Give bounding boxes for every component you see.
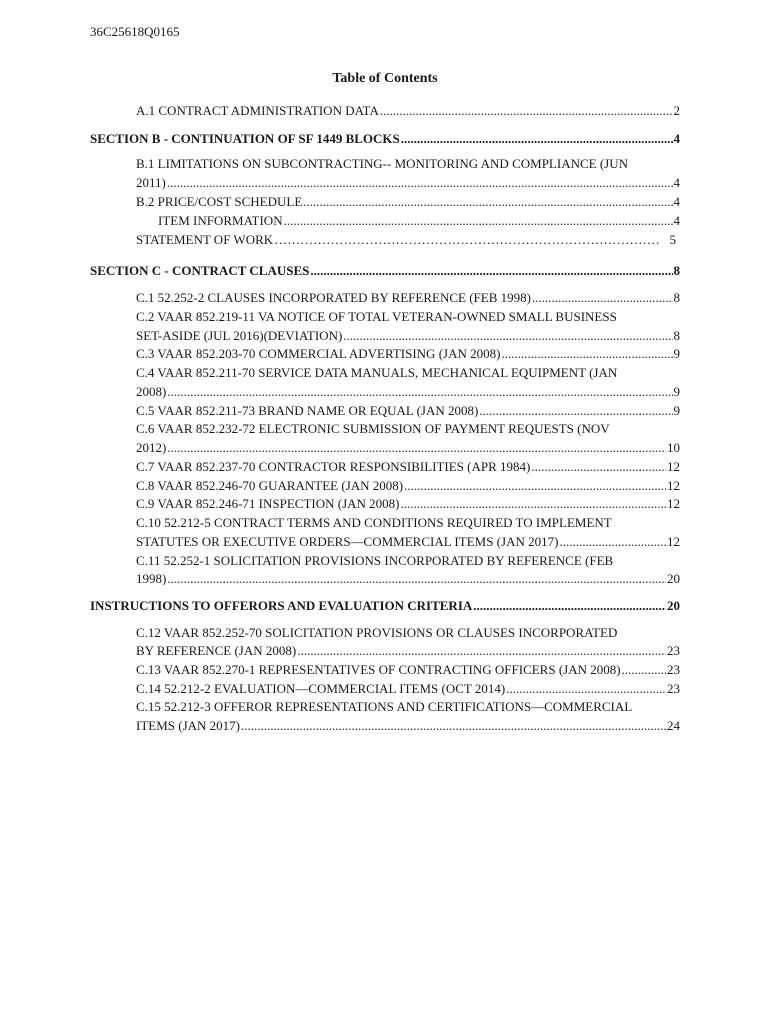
toc-entry-c11-line2[interactable] (136, 570, 680, 588)
toc-entry-c12-line2[interactable] (136, 642, 680, 660)
dot-leader (167, 439, 666, 457)
toc-entry-c2-line2[interactable] (136, 327, 680, 345)
toc-entry-text: C.11 52.252-1 SOLICITATION PROVISIONS INCORPORATED BY REFERENCE (FEB (136, 553, 614, 568)
toc-entry-page: 4 (673, 175, 680, 190)
toc-entry-c15-line1[interactable] (136, 698, 680, 716)
toc-entry-page: 12 (667, 459, 680, 474)
toc-entry-b2[interactable] (136, 193, 680, 211)
toc-entry-c14[interactable] (136, 680, 680, 698)
toc-entry-text: C.6 VAAR 852.232-72 ELECTRONIC SUBMISSION OF PAYMENT REQUESTS (NOV (136, 421, 610, 436)
toc-entry-page: 8 (673, 263, 680, 278)
toc-entry-page: 23 (667, 662, 680, 677)
dot-leader (531, 458, 666, 476)
toc-section-b[interactable] (90, 130, 680, 148)
toc-entry-page: 23 (667, 643, 680, 658)
toc-entry-page: 20 (667, 571, 680, 586)
toc-entry-page: 12 (667, 496, 680, 511)
dot-leader (479, 402, 672, 420)
toc-entry-text: INSTRUCTIONS TO OFFERORS AND EVALUATION CRITERIA (90, 598, 473, 613)
toc-entry-text: C.7 VAAR 852.237-70 CONTRACTOR RESPONSIBILITIES (APR 1984) (136, 459, 531, 474)
dot-leader (343, 327, 672, 345)
toc-entry-b1-line1[interactable] (136, 155, 680, 173)
toc-entry-text: B.1 LIMITATIONS ON SUBCONTRACTING-- MONITORING AND COMPLIANCE (JUN (136, 156, 628, 171)
toc-entry-page: 4 (673, 213, 680, 228)
toc-entry-page: 23 (667, 681, 680, 696)
toc-entry-c1[interactable] (136, 289, 680, 307)
toc-entry-text: C.2 VAAR 852.219-11 VA NOTICE OF TOTAL VETERAN-OWNED SMALL BUSINESS (136, 309, 617, 324)
toc-entry-text: A.1 CONTRACT ADMINISTRATION DATA (136, 103, 379, 118)
toc-entry-c6-line1[interactable] (136, 420, 680, 438)
toc-entry-statement-of-work[interactable] (136, 231, 680, 249)
toc-entry-b1-line2[interactable] (136, 174, 680, 192)
toc-entry-text: BY REFERENCE (JAN 2008) (136, 643, 297, 658)
dot-leader (401, 130, 673, 148)
toc-entry-text: C.1 52.252-2 CLAUSES INCORPORATED BY REFERENCE (FEB 1998) (136, 290, 531, 305)
toc-entry-text: C.8 VAAR 852.246-70 GUARANTEE (JAN 2008) (136, 478, 404, 493)
toc-entry-text: 2012) (136, 440, 167, 455)
toc-entry-text: 2011) (136, 175, 166, 190)
toc-entry-text: SET-ASIDE (JUL 2016)(DEVIATION) (136, 328, 343, 343)
dot-leader (284, 212, 673, 230)
toc-entry-c11-line1[interactable] (136, 552, 680, 570)
toc-entry-c5[interactable] (136, 402, 680, 420)
dot-leader (274, 231, 658, 249)
toc-entry-c4-line1[interactable] (136, 364, 680, 382)
toc-entry-text: C.9 VAAR 852.246-71 INSPECTION (JAN 2008) (136, 496, 400, 511)
toc-entry-page: 12 (667, 478, 680, 493)
dot-leader (241, 717, 666, 735)
dot-leader (473, 597, 666, 615)
toc-entry-text: B.2 PRICE/COST SCHEDULE (136, 194, 303, 209)
toc-entry-item-information[interactable] (158, 212, 680, 230)
toc-section-instructions[interactable] (90, 597, 680, 615)
toc-entry-c10-line2[interactable] (136, 533, 680, 551)
toc-entry-c2-line1[interactable] (136, 308, 680, 326)
dot-leader (401, 495, 666, 513)
toc-entry-page: 2 (673, 103, 680, 118)
toc-entry-text: C.12 VAAR 852.252-70 SOLICITATION PROVISIONS OR CLAUSES INCORPORATED (136, 625, 618, 640)
toc-entry-text: ITEM INFORMATION (158, 213, 283, 228)
toc-entry-page: 4 (673, 131, 680, 146)
dot-leader (167, 174, 673, 192)
toc-entry-text: C.13 VAAR 852.270-1 REPRESENTATIVES OF CONTRACTING OFFICERS (JAN 2008) (136, 662, 621, 677)
dot-leader (297, 642, 666, 660)
dot-leader (506, 680, 666, 698)
toc-entry-page: 9 (673, 346, 680, 361)
toc-entry-page: 8 (673, 328, 680, 343)
toc-entry-page: 12 (667, 534, 680, 549)
document-id-header: 36C25618Q0165 (90, 24, 180, 39)
toc-entry-c10-line1[interactable] (136, 514, 680, 532)
toc-entry-text: ITEMS (JAN 2017) (136, 718, 240, 733)
toc-entry-c13[interactable] (136, 661, 680, 679)
toc-entry-text: 2008) (136, 384, 167, 399)
toc-title: Table of Contents (332, 71, 438, 86)
toc-entry-c8[interactable] (136, 477, 680, 495)
dot-leader (380, 102, 673, 120)
dot-leader (622, 661, 666, 679)
toc-entry-c4-line2[interactable] (136, 383, 680, 401)
toc-entry-c12-line1[interactable] (136, 624, 680, 642)
toc-entry-page: 8 (673, 290, 680, 305)
toc-entry-c15-line2[interactable] (136, 717, 680, 735)
toc-entry-text: C.14 52.212-2 EVALUATION—COMMERCIAL ITEMS (OCT 2014) (136, 681, 506, 696)
toc-entry-page: 24 (667, 718, 680, 733)
toc-entry-text: STATEMENT OF WORK (136, 232, 274, 247)
toc-entry-text: C.10 52.212-5 CONTRACT TERMS AND CONDITIONS REQUIRED TO IMPLEMENT (136, 515, 612, 530)
toc-entry-a1[interactable] (136, 102, 680, 120)
toc-entry-text: STATUTES OR EXECUTIVE ORDERS—COMMERCIAL ITEMS (JAN 2017) (136, 534, 559, 549)
dot-leader (167, 570, 666, 588)
toc-entry-text: C.5 VAAR 852.211-73 BRAND NAME OR EQUAL (JAN 2008) (136, 403, 479, 418)
dot-leader (310, 262, 672, 280)
toc-entry-text: 1998) (136, 571, 167, 586)
toc-entry-text: SECTION B - CONTINUATION OF SF 1449 BLOCKS (90, 131, 400, 146)
toc-entry-page: 4 (673, 194, 680, 209)
toc-entry-page: 5 (669, 232, 676, 247)
toc-entry-page: 20 (667, 598, 680, 613)
toc-entry-page: 9 (673, 384, 680, 399)
dot-leader (501, 345, 672, 363)
toc-entry-text: SECTION C - CONTRACT CLAUSES (90, 263, 310, 278)
dot-leader (167, 383, 672, 401)
toc-entry-page: 10 (667, 440, 680, 455)
toc-entry-text: C.3 VAAR 852.203-70 COMMERCIAL ADVERTISING (JAN 2008) (136, 346, 501, 361)
toc-entry-c9[interactable] (136, 495, 680, 513)
dot-leader (532, 289, 673, 307)
toc-entry-text: C.4 VAAR 852.211-70 SERVICE DATA MANUALS, MECHANICAL EQUIPMENT (JAN (136, 365, 618, 380)
toc-entry-c6-line2[interactable] (136, 439, 680, 457)
toc-entry-page: 9 (673, 403, 680, 418)
dot-leader (404, 477, 666, 495)
dot-leader (303, 193, 672, 211)
toc-entry-c3[interactable] (136, 345, 680, 363)
dot-leader (559, 533, 666, 551)
toc-section-c[interactable] (90, 262, 680, 280)
toc-entry-c7[interactable] (136, 458, 680, 476)
toc-entry-text: C.15 52.212-3 OFFEROR REPRESENTATIONS AND CERTIFICATIONS—COMMERCIAL (136, 699, 633, 714)
